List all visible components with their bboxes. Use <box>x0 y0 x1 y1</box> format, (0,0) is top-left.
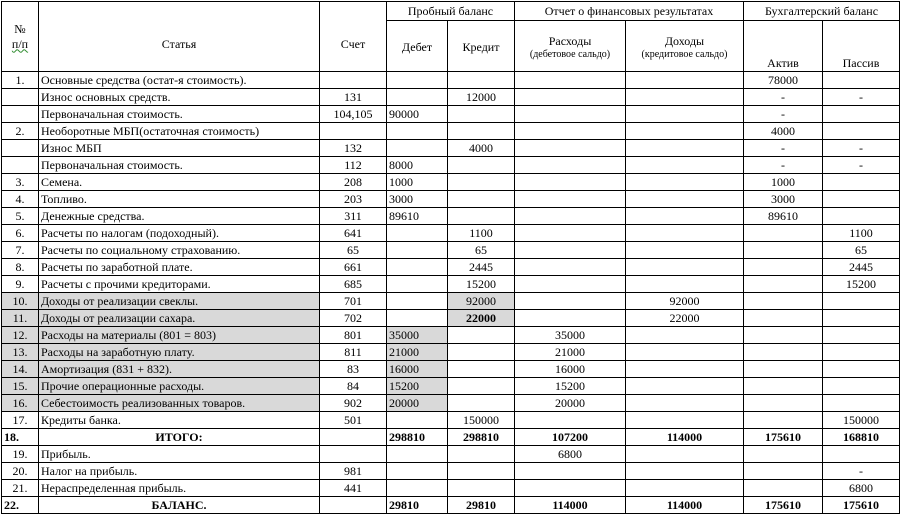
row-article: Налог на прибыль. <box>39 463 320 480</box>
header-number-pp: п/п <box>11 36 29 51</box>
row-income <box>626 378 744 395</box>
table-row <box>2 412 900 429</box>
row-debit: 298810 <box>387 429 448 446</box>
row-number <box>2 89 39 106</box>
row-liability: 15200 <box>823 276 900 293</box>
row-asset <box>744 361 823 378</box>
row-liability: - <box>823 157 900 174</box>
header-expenses <box>515 21 626 72</box>
row-debit: 1000 <box>387 174 448 191</box>
row-credit <box>448 208 515 225</box>
row-expenses: 15200 <box>515 378 626 395</box>
row-debit <box>387 463 448 480</box>
row-article: Необоротные МБП(остаточная стоимость) <box>39 123 320 140</box>
row-account <box>320 446 387 463</box>
row-liability <box>823 191 900 208</box>
row-credit: 22000 <box>448 310 515 327</box>
row-debit <box>387 446 448 463</box>
row-account: 685 <box>320 276 387 293</box>
row-income <box>626 412 744 429</box>
table-row <box>2 191 900 208</box>
row-asset <box>744 480 823 497</box>
row-expenses <box>515 259 626 276</box>
header-article: Статья <box>39 2 320 72</box>
table-row <box>2 225 900 242</box>
row-debit: 15200 <box>387 378 448 395</box>
row-article: Доходы от реализации свеклы. <box>39 293 320 310</box>
row-expenses <box>515 480 626 497</box>
table-row <box>2 106 900 123</box>
row-income <box>626 276 744 293</box>
table-row <box>2 293 900 310</box>
row-asset <box>744 395 823 412</box>
row-asset: 89610 <box>744 208 823 225</box>
row-credit: 298810 <box>448 429 515 446</box>
row-account: 501 <box>320 412 387 429</box>
row-asset: 4000 <box>744 123 823 140</box>
table-row <box>2 463 900 480</box>
row-article: Расходы на материалы (801 = 803) <box>39 327 320 344</box>
row-credit <box>448 72 515 89</box>
row-number: 21. <box>2 480 39 497</box>
row-article: Прочие операционные расходы. <box>39 378 320 395</box>
row-number: 6. <box>2 225 39 242</box>
row-account <box>320 429 387 446</box>
row-account <box>320 72 387 89</box>
row-debit <box>387 276 448 293</box>
row-asset <box>744 446 823 463</box>
row-number: 1. <box>2 72 39 89</box>
table-row <box>2 157 900 174</box>
row-debit: 3000 <box>387 191 448 208</box>
table-row <box>2 242 900 259</box>
row-asset <box>744 310 823 327</box>
row-income <box>626 72 744 89</box>
row-income <box>626 242 744 259</box>
row-income <box>626 174 744 191</box>
row-expenses: 35000 <box>515 327 626 344</box>
row-article: Топливо. <box>39 191 320 208</box>
row-income <box>626 123 744 140</box>
row-credit <box>448 361 515 378</box>
row-account: 132 <box>320 140 387 157</box>
row-asset <box>744 259 823 276</box>
header-asset: Актив <box>744 21 823 72</box>
row-number: 9. <box>2 276 39 293</box>
row-expenses <box>515 123 626 140</box>
row-credit: 29810 <box>448 497 515 514</box>
row-liability <box>823 123 900 140</box>
header-income-label: Доходы <box>664 34 705 48</box>
row-credit <box>448 378 515 395</box>
row-credit: 15200 <box>448 276 515 293</box>
row-number: 4. <box>2 191 39 208</box>
row-number: 22. <box>2 497 39 514</box>
row-account <box>320 497 387 514</box>
row-account: 208 <box>320 174 387 191</box>
header-income-sub: (кредитовое сальдо) <box>641 49 728 60</box>
row-article: Износ МБП <box>39 140 320 157</box>
row-income <box>626 225 744 242</box>
row-number <box>2 140 39 157</box>
row-account: 84 <box>320 378 387 395</box>
row-credit <box>448 191 515 208</box>
row-debit: 35000 <box>387 327 448 344</box>
row-debit <box>387 412 448 429</box>
row-account: 311 <box>320 208 387 225</box>
row-debit <box>387 89 448 106</box>
row-number: 5. <box>2 208 39 225</box>
header-fin-results: Отчет о финансовых результатах <box>515 2 744 21</box>
table-row <box>2 72 900 89</box>
table-row <box>2 276 900 293</box>
row-article: Кредиты банка. <box>39 412 320 429</box>
row-article: Расчеты по социальному страхованию. <box>39 242 320 259</box>
row-income <box>626 140 744 157</box>
row-expenses <box>515 191 626 208</box>
row-expenses <box>515 208 626 225</box>
row-credit: 2445 <box>448 259 515 276</box>
header-row-1 <box>2 2 900 21</box>
row-debit <box>387 293 448 310</box>
row-credit <box>448 327 515 344</box>
row-number: 13. <box>2 344 39 361</box>
row-article: Расчеты с прочими кредиторами. <box>39 276 320 293</box>
row-expenses <box>515 310 626 327</box>
row-liability <box>823 361 900 378</box>
row-liability: 175610 <box>823 497 900 514</box>
row-liability <box>823 446 900 463</box>
row-account: 801 <box>320 327 387 344</box>
table-row <box>2 310 900 327</box>
row-account: 83 <box>320 361 387 378</box>
header-debit: Дебет <box>387 21 448 72</box>
row-account: 701 <box>320 293 387 310</box>
row-asset: - <box>744 89 823 106</box>
row-article: Денежные средства. <box>39 208 320 225</box>
row-expenses <box>515 463 626 480</box>
row-asset <box>744 378 823 395</box>
row-asset <box>744 276 823 293</box>
row-asset: - <box>744 140 823 157</box>
row-debit: 16000 <box>387 361 448 378</box>
row-number: 19. <box>2 446 39 463</box>
row-account: 902 <box>320 395 387 412</box>
table-row <box>2 497 900 514</box>
row-asset: 1000 <box>744 174 823 191</box>
row-asset: 175610 <box>744 497 823 514</box>
row-asset <box>744 344 823 361</box>
row-debit <box>387 225 448 242</box>
row-credit: 65 <box>448 242 515 259</box>
row-liability: 65 <box>823 242 900 259</box>
row-debit: 29810 <box>387 497 448 514</box>
row-liability <box>823 310 900 327</box>
row-debit <box>387 310 448 327</box>
row-income <box>626 89 744 106</box>
row-expenses <box>515 225 626 242</box>
row-article: БАЛАНС. <box>39 497 320 514</box>
row-debit: 90000 <box>387 106 448 123</box>
row-account: 811 <box>320 344 387 361</box>
table-row <box>2 429 900 446</box>
row-expenses <box>515 89 626 106</box>
row-number: 12. <box>2 327 39 344</box>
row-income <box>626 259 744 276</box>
row-income <box>626 344 744 361</box>
table-row <box>2 89 900 106</box>
header-balance-sheet: Бухгалтерский баланс <box>744 2 900 21</box>
row-expenses: 114000 <box>515 497 626 514</box>
table-row <box>2 208 900 225</box>
row-credit: 150000 <box>448 412 515 429</box>
row-asset: - <box>744 106 823 123</box>
row-expenses <box>515 242 626 259</box>
row-article: Доходы от реализации сахара. <box>39 310 320 327</box>
row-liability: - <box>823 140 900 157</box>
row-credit <box>448 344 515 361</box>
table-row <box>2 361 900 378</box>
header-trial-balance: Пробный баланс <box>387 2 515 21</box>
row-liability: 6800 <box>823 480 900 497</box>
row-account: 104,105 <box>320 106 387 123</box>
row-credit <box>448 123 515 140</box>
row-number: 11. <box>2 310 39 327</box>
header-account: Счет <box>320 2 387 72</box>
row-article: Основные средства (остат-я стоимость). <box>39 72 320 89</box>
row-account: 203 <box>320 191 387 208</box>
table-row <box>2 140 900 157</box>
row-article: Износ основных средств. <box>39 89 320 106</box>
row-income: 92000 <box>626 293 744 310</box>
row-number: 2. <box>2 123 39 140</box>
row-liability: 168810 <box>823 429 900 446</box>
row-expenses: 16000 <box>515 361 626 378</box>
row-article: Расчеты по налогам (подоходный). <box>39 225 320 242</box>
row-income <box>626 191 744 208</box>
row-debit <box>387 72 448 89</box>
row-credit <box>448 106 515 123</box>
row-income: 114000 <box>626 497 744 514</box>
row-debit: 89610 <box>387 208 448 225</box>
row-number <box>2 157 39 174</box>
row-expenses: 20000 <box>515 395 626 412</box>
row-account: 641 <box>320 225 387 242</box>
table-row <box>2 344 900 361</box>
row-liability <box>823 327 900 344</box>
row-number: 3. <box>2 174 39 191</box>
row-asset: - <box>744 157 823 174</box>
table-row <box>2 259 900 276</box>
row-debit <box>387 242 448 259</box>
row-credit: 4000 <box>448 140 515 157</box>
row-credit <box>448 174 515 191</box>
row-income <box>626 157 744 174</box>
row-expenses: 107200 <box>515 429 626 446</box>
row-liability: - <box>823 89 900 106</box>
row-credit <box>448 463 515 480</box>
row-debit <box>387 140 448 157</box>
row-asset <box>744 327 823 344</box>
row-liability <box>823 208 900 225</box>
row-debit: 8000 <box>387 157 448 174</box>
row-credit <box>448 157 515 174</box>
row-article: ИТОГО: <box>39 429 320 446</box>
row-credit: 92000 <box>448 293 515 310</box>
row-account: 661 <box>320 259 387 276</box>
row-article: Расходы на заработную плату. <box>39 344 320 361</box>
row-asset <box>744 225 823 242</box>
row-debit <box>387 123 448 140</box>
row-number: 18. <box>2 429 39 446</box>
row-liability: - <box>823 463 900 480</box>
row-asset <box>744 293 823 310</box>
row-account <box>320 123 387 140</box>
row-credit <box>448 395 515 412</box>
row-income <box>626 395 744 412</box>
row-expenses <box>515 72 626 89</box>
row-income <box>626 463 744 480</box>
row-liability <box>823 72 900 89</box>
row-article: Первоначальная стоимость. <box>39 106 320 123</box>
document-page <box>1 1 899 519</box>
table-row <box>2 174 900 191</box>
row-credit: 12000 <box>448 89 515 106</box>
header-number-sign: № <box>14 21 26 36</box>
row-debit <box>387 259 448 276</box>
row-account: 112 <box>320 157 387 174</box>
row-article: Себестоимость реализованных товаров. <box>39 395 320 412</box>
row-asset: 78000 <box>744 72 823 89</box>
row-number <box>2 106 39 123</box>
row-expenses <box>515 293 626 310</box>
row-debit <box>387 480 448 497</box>
row-expenses: 21000 <box>515 344 626 361</box>
row-account: 441 <box>320 480 387 497</box>
row-expenses: 6800 <box>515 446 626 463</box>
row-article: Семена. <box>39 174 320 191</box>
header-expenses-label: Расходы <box>548 34 592 48</box>
table-row <box>2 327 900 344</box>
row-asset: 3000 <box>744 191 823 208</box>
table-row <box>2 378 900 395</box>
row-liability <box>823 174 900 191</box>
header-expenses-sub: (дебетовое сальдо) <box>529 49 611 60</box>
balance-table <box>1 1 900 514</box>
row-account: 131 <box>320 89 387 106</box>
row-number: 17. <box>2 412 39 429</box>
row-income <box>626 480 744 497</box>
row-debit: 20000 <box>387 395 448 412</box>
row-income <box>626 361 744 378</box>
row-income: 114000 <box>626 429 744 446</box>
table-row <box>2 123 900 140</box>
row-article: Прибыль. <box>39 446 320 463</box>
row-income <box>626 446 744 463</box>
row-number: 10. <box>2 293 39 310</box>
row-liability: 1100 <box>823 225 900 242</box>
row-liability <box>823 106 900 123</box>
row-article: Амортизация (831 + 832). <box>39 361 320 378</box>
row-debit: 21000 <box>387 344 448 361</box>
row-liability <box>823 344 900 361</box>
row-account: 702 <box>320 310 387 327</box>
row-income <box>626 327 744 344</box>
row-credit: 1100 <box>448 225 515 242</box>
row-article: Расчеты по заработной плате. <box>39 259 320 276</box>
row-asset <box>744 242 823 259</box>
row-expenses <box>515 106 626 123</box>
row-income: 22000 <box>626 310 744 327</box>
header-liability: Пассив <box>823 21 900 72</box>
row-article: Первоначальная стоимость. <box>39 157 320 174</box>
table-row <box>2 480 900 497</box>
row-income <box>626 208 744 225</box>
row-number: 20. <box>2 463 39 480</box>
row-liability: 2445 <box>823 259 900 276</box>
table-row <box>2 395 900 412</box>
header-credit: Кредит <box>448 21 515 72</box>
row-number: 14. <box>2 361 39 378</box>
row-expenses <box>515 276 626 293</box>
row-number: 16. <box>2 395 39 412</box>
row-income <box>626 106 744 123</box>
row-account: 65 <box>320 242 387 259</box>
row-liability: 150000 <box>823 412 900 429</box>
row-number: 8. <box>2 259 39 276</box>
header-income <box>626 21 744 72</box>
row-asset: 175610 <box>744 429 823 446</box>
row-expenses <box>515 140 626 157</box>
header-number <box>2 2 39 72</box>
row-expenses <box>515 412 626 429</box>
row-liability <box>823 293 900 310</box>
row-credit <box>448 480 515 497</box>
row-liability <box>823 378 900 395</box>
row-credit <box>448 446 515 463</box>
row-article: Нераспределенная прибыль. <box>39 480 320 497</box>
row-liability <box>823 395 900 412</box>
row-expenses <box>515 157 626 174</box>
row-asset <box>744 412 823 429</box>
row-account: 981 <box>320 463 387 480</box>
row-number: 15. <box>2 378 39 395</box>
table-row <box>2 446 900 463</box>
row-number: 7. <box>2 242 39 259</box>
row-expenses <box>515 174 626 191</box>
row-asset <box>744 463 823 480</box>
